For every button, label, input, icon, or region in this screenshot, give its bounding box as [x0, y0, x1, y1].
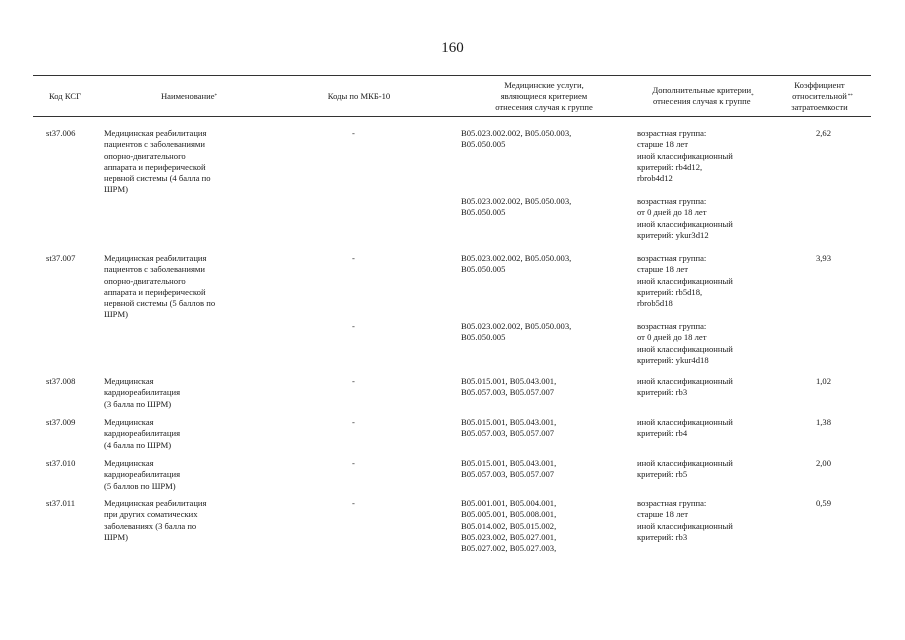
row-code: st37.007	[46, 253, 76, 263]
table-header	[33, 75, 871, 117]
row-mkb: -	[352, 498, 355, 508]
header-code: Код КСГ	[48, 90, 82, 101]
row-criteria: иной классификационный критерий: rb3	[637, 376, 733, 398]
header-name-footnote-mark: *	[214, 93, 218, 99]
row-services: B05.023.002.002, B05.050.003, B05.050.005	[461, 253, 572, 275]
row-code: st37.008	[46, 376, 76, 386]
header-criteria	[633, 76, 773, 116]
row-services: B05.023.002.002, B05.050.003, B05.050.005	[461, 128, 572, 150]
row-services: B05.015.001, B05.043.001, B05.057.003, B05.057.007	[461, 376, 557, 398]
row-mkb: -	[352, 417, 355, 427]
row-code: st37.011	[46, 498, 76, 508]
header-name	[99, 76, 279, 116]
row-code: st37.006	[46, 128, 76, 138]
row-criteria: иной классификационный критерий: rb5	[637, 458, 733, 480]
row-code: st37.009	[46, 417, 76, 427]
row-name: Медицинская кардиореабилитация (5 баллов по ШРМ)	[104, 458, 181, 491]
header-mkb: Коды по МКБ-10	[327, 90, 391, 101]
row-mkb: -	[352, 458, 355, 468]
row-coef: 0,59	[815, 498, 831, 508]
row-mkb: -	[352, 253, 355, 263]
row-services: B05.023.002.002, B05.050.003, B05.050.005	[461, 196, 572, 218]
row-name: Медицинская реабилитация пациентов с заболеваниями опорно-двигательного аппарата и периферической нервной системы (5 баллов по ШРМ)	[104, 253, 216, 320]
row-services: B05.015.001, B05.043.001, B05.057.003, B05.057.007	[461, 417, 557, 439]
row-criteria: возрастная группа: старше 18 лет иной классификационный критерий: rb3	[637, 498, 733, 542]
header-criteria-label: Дополнительные критерии отнесения случая к группе	[652, 85, 752, 106]
row-name: Медицинская кардиореабилитация (4 балла по ШРМ)	[104, 417, 181, 450]
row-mkb: -	[352, 128, 355, 138]
row-mkb: -	[352, 321, 355, 331]
row-criteria: возрастная группа: от 0 дней до 18 лет иной классификационный критерий: ykur4d18	[637, 321, 733, 365]
row-coef: 2,62	[815, 128, 831, 138]
row-coef: 3,93	[815, 253, 831, 263]
row-name: Медицинская реабилитация пациентов с заболеваниями опорно-двигательного аппарата и периферической нервной системы (4 балла по ШРМ)	[104, 128, 211, 195]
row-criteria: возрастная группа: от 0 дней до 18 лет иной классификационный критерий: ykur3d12	[637, 196, 733, 240]
row-services: B05.023.002.002, B05.050.003, B05.050.005	[461, 321, 572, 343]
row-coef: 2,00	[815, 458, 831, 468]
row-services: B05.001.001, B05.004.001, B05.005.001, B05.008.001, B05.014.002, B05.015.002, B05.023.002, B05.027.001, B05.027.002, B05.027.003,	[461, 498, 557, 554]
row-coef: 1,38	[815, 417, 831, 427]
row-name: Медицинская реабилитация при других соматических заболеваниях (3 балла по ШРМ)	[104, 498, 207, 542]
row-mkb: -	[352, 376, 355, 386]
header-coef	[773, 76, 871, 116]
row-services: B05.015.001, B05.043.001, B05.057.003, B05.057.007	[461, 458, 557, 480]
header-coef-footnote-mark: **	[847, 93, 853, 99]
header-criteria-footnote-mark: *	[751, 93, 754, 99]
header-services: Медицинские услуги, являющиеся критерием отнесения случая к группе	[495, 79, 593, 112]
row-coef: 1,02	[815, 376, 831, 386]
row-criteria: возрастная группа: старше 18 лет иной классификационный критерий: rb4d12, rbrob4d12	[637, 128, 733, 184]
page-number: 160	[441, 40, 464, 56]
row-name: Медицинская кардиореабилитация (3 балла по ШРМ)	[104, 376, 181, 409]
row-criteria: возрастная группа: старше 18 лет иной классификационный критерий: rb5d18, rbrob5d18	[637, 253, 733, 309]
row-code: st37.010	[46, 458, 76, 468]
header-coef-label: Коэффициент относительной затратоемкости	[791, 79, 848, 112]
header-name-label: Наименование	[160, 90, 215, 101]
row-criteria: иной классификационный критерий: rb4	[637, 417, 733, 439]
